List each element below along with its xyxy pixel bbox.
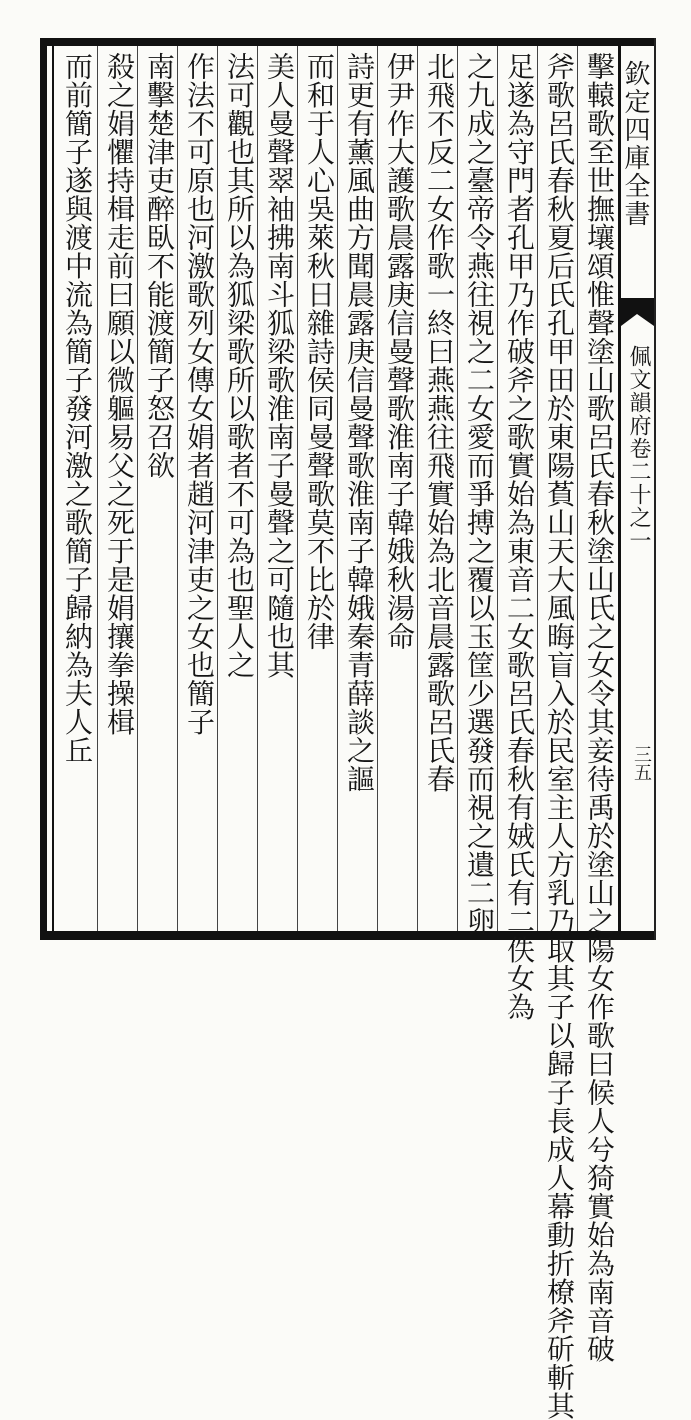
text-column-11: 作法不可原也河激歌列女傳女娟者趙河津吏之女也簡子	[183, 52, 216, 736]
text-column-3: 足遂為守門者孔甲乃作破斧之歌實始為東音二女歌呂氏春秋有娀氏有二佚女為	[503, 52, 536, 1021]
text-column-14: 而前簡子遂與渡中流為簡子發河激之歌簡子歸納為夫人丘	[61, 52, 94, 765]
text-column-2: 斧歌呂氏春秋夏后氏孔甲田於東陽萯山天大風晦盲入於民室主人方乳乃取其子以歸子長成人幕動折橑斧斫斬其	[543, 52, 576, 1420]
column-rule	[97, 46, 98, 931]
book-title-margin: 欽定四庫全書	[620, 60, 650, 228]
frame-right-border	[654, 38, 656, 940]
text-column-13: 殺之娟懼持楫走前曰願以微軀易父之死于是娟攘拳操楫	[103, 52, 136, 736]
frame-left-border	[40, 38, 47, 940]
text-column-5: 北飛不反二女作歌一終曰燕燕往飛實始為北音晨露歌呂氏春	[423, 52, 456, 793]
text-column-12: 南擊楚津吏醉臥不能渡簡子怒召欲	[143, 52, 176, 480]
volume-label-margin: 佩文韻府卷二十之一	[626, 345, 651, 552]
frame-top-border	[40, 38, 656, 46]
text-column-4: 之九成之臺帝令燕往視之二女愛而爭搏之覆以玉筐少選發而視之遺二卵	[463, 52, 496, 936]
text-column-9: 美人曼聲翠袖拂南斗狐梁歌淮南子曼聲之可隨也其	[263, 52, 296, 679]
text-column-8: 而和于人心吳萊秋日雜詩侯同曼聲歌莫不比於律	[303, 52, 336, 651]
text-column-1: 擊轅歌至世撫壤頌惟聲塗山歌呂氏春秋塗山氏之女令其妾待禹於塗山之陽女作歌曰候人兮猗實始為南音破	[583, 52, 616, 1363]
fish-tail-mark-icon	[621, 298, 654, 332]
page-number-margin: 三五	[631, 745, 652, 781]
frame-left-inner-line	[52, 46, 54, 931]
text-column-6: 伊尹作大護歌晨露庚信曼聲歌淮南子韓娥秋湯命	[383, 52, 416, 651]
text-column-10: 法可觀也其所以為狐梁歌所以歌者不可為也聖人之	[223, 52, 256, 679]
text-column-7: 詩更有薰風曲方聞晨露庚信曼聲歌淮南子韓娥秦青薛談之謳	[343, 52, 376, 793]
